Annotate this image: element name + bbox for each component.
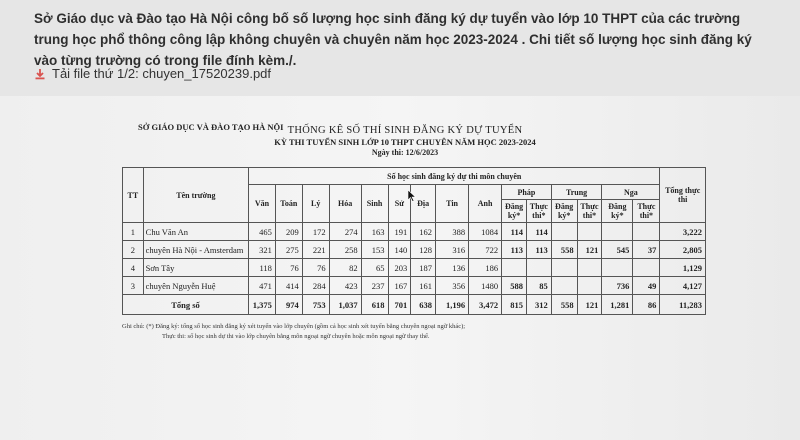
cell-value [602,259,633,277]
cell-total: 1,037 [329,295,361,315]
table-row [123,277,706,295]
cell-value [502,259,527,277]
header-subject: Sinh [361,185,388,223]
cell-value: 172 [302,223,329,241]
cell-value: 1480 [469,277,502,295]
header-sub: Thực thi* [526,200,551,223]
cell-row-total: 4,127 [660,277,706,295]
cell-value: 545 [602,241,633,259]
cell-value: 167 [388,277,411,295]
cell-value: 209 [275,223,302,241]
header-sub: Đăng ký* [502,200,527,223]
cell-tt: 4 [123,259,144,277]
cell-value: 76 [275,259,302,277]
cell-value: 161 [411,277,436,295]
cell-total: 312 [526,295,551,315]
cell-value: 558 [551,241,577,259]
header-language: Pháp [502,185,552,200]
cell-value: 114 [526,223,551,241]
cell-total: 1,196 [436,295,469,315]
cell-total: 86 [633,295,660,315]
attachment-link[interactable] [34,66,271,81]
cell-value: 588 [502,277,527,295]
cell-total: 3,472 [469,295,502,315]
cell-value: 128 [411,241,436,259]
table-row [123,259,706,277]
cell-value: 736 [602,277,633,295]
header-sub: Đăng ký* [551,200,577,223]
cell-value: 388 [436,223,469,241]
cell-value: 113 [526,241,551,259]
header-sub: Thực thi* [577,200,602,223]
cell-value: 140 [388,241,411,259]
header-subject: Hóa [329,185,361,223]
cell-value [633,223,660,241]
cell-total: 558 [551,295,577,315]
cell-value: 162 [411,223,436,241]
cell-total: 815 [502,295,527,315]
cell-value: 465 [249,223,276,241]
cell-tt: 1 [123,223,144,241]
cell-value: 49 [633,277,660,295]
cell-value: 37 [633,241,660,259]
header-sub: Đăng ký* [602,200,633,223]
cell-value: 414 [275,277,302,295]
cell-value [526,259,551,277]
cell-value [551,259,577,277]
cell-tt: 2 [123,241,144,259]
cell-school: Chu Văn An [143,223,248,241]
header-total: Tổng thực thi [660,168,706,223]
header-language: Nga [602,185,660,200]
cell-value: 356 [436,277,469,295]
cell-value: 284 [302,277,329,295]
cell-grand-total: 11,283 [660,295,706,315]
header-sub: Thực thi* [633,200,660,223]
header-language: Trung [551,185,602,200]
cell-total: 1,375 [249,295,276,315]
cell-value: 163 [361,223,388,241]
header-subject: Địa [411,185,436,223]
mouse-cursor-icon [408,190,416,202]
header-group: Số học sinh đăng ký dự thi môn chuyên [249,168,660,185]
totals-label: Tổng số [123,295,249,315]
cell-value [577,277,602,295]
cell-total: 618 [361,295,388,315]
cell-value: 82 [329,259,361,277]
cell-row-total: 3,222 [660,223,706,241]
cell-value: 423 [329,277,361,295]
cell-value: 114 [502,223,527,241]
document-title-block [200,125,610,157]
cell-school: chuyên Hà Nội - Amsterdam [143,241,248,259]
cell-value [602,223,633,241]
note-1: Ghi chú: (*) Đăng ký: tổng số học sinh đăng ký xét tuyển vào lớp chuyên (gồm cả học sinh xét tuyển bằng chuyên ngoại ngữ khác); [122,323,466,330]
cell-school: Sơn Tây [143,259,248,277]
cell-value [577,223,602,241]
header-subject: Anh [469,185,502,223]
cell-value: 65 [361,259,388,277]
header-subject: Văn [249,185,276,223]
document-date: Ngày thi: 12/6/2023 [371,148,439,157]
table-row [123,223,706,241]
attachment-label[interactable]: Tải file thứ 1/2: chuyen_17520239.pdf [52,66,272,81]
cell-value: 121 [577,241,602,259]
document-title: THỐNG KÊ SỐ THÍ SINH ĐĂNG KÝ DỰ TUYỂN [287,125,523,136]
cell-value: 118 [249,259,276,277]
cell-value: 258 [329,241,361,259]
cell-value: 76 [302,259,329,277]
cell-value: 1084 [469,223,502,241]
header-subject: Toán [275,185,302,223]
document-notes [122,322,465,342]
cell-row-total: 2,805 [660,241,706,259]
header-subject: Sử [388,185,411,223]
cell-total: 701 [388,295,411,315]
note-2: Thực thi: số học sinh dự thi vào lớp chuyên bằng môn ngoại ngữ chuyên hoặc môn ngoại ngữ thay thế. [162,333,430,340]
cell-value: 191 [388,223,411,241]
document-subtitle: KỲ THI TUYỂN SINH LỚP 10 THPT CHUYÊN NĂM HỌC 2023-2024 [274,137,536,147]
header-tt: TT [123,168,144,223]
cell-value: 316 [436,241,469,259]
cell-value: 113 [502,241,527,259]
cell-value: 136 [436,259,469,277]
cell-value [577,259,602,277]
cell-value: 221 [302,241,329,259]
cell-value: 187 [411,259,436,277]
cell-value [633,259,660,277]
cell-value [551,277,577,295]
header-subject: Lý [302,185,329,223]
post-text: Sở Giáo dục và Đào tạo Hà Nội công bố số lượng học sinh đăng ký dự tuyển vào lớp 10 THPT của các trường trung học phổ thông công lập không chuyên và chuyên năm học 2023-2024 . Chi tiết số lượng học sinh đăng ký vào từng trường có trong file đính kèm./. [34,11,752,68]
cell-value: 274 [329,223,361,241]
cell-value: 85 [526,277,551,295]
cell-tt: 3 [123,277,144,295]
cell-total: 638 [411,295,436,315]
cell-total: 121 [577,295,602,315]
download-icon [34,68,46,80]
cell-school: chuyên Nguyễn Huệ [143,277,248,295]
cell-value: 186 [469,259,502,277]
cell-value: 153 [361,241,388,259]
cell-value: 471 [249,277,276,295]
cell-total: 1,281 [602,295,633,315]
cell-value: 237 [361,277,388,295]
header-school: Tên trường [143,168,248,223]
totals-row [123,295,706,315]
cell-row-total: 1,129 [660,259,706,277]
cell-value: 321 [249,241,276,259]
table-row [123,241,706,259]
cell-total: 974 [275,295,302,315]
cell-value: 203 [388,259,411,277]
cell-value [551,223,577,241]
cell-total: 753 [302,295,329,315]
header-subject: Tin [436,185,469,223]
document-org: SỞ GIÁO DỤC VÀ ĐÀO TẠO HÀ NỘI [138,122,284,132]
cell-value: 722 [469,241,502,259]
cell-value: 275 [275,241,302,259]
